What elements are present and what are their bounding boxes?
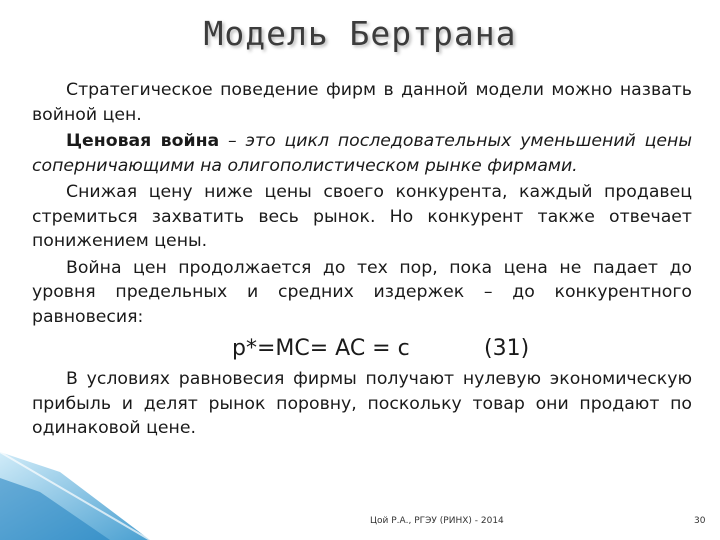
corner-wave-highlight [0, 478, 110, 540]
slide-body [32, 78, 692, 441]
formula-line [32, 331, 692, 367]
corner-wave-shape [0, 452, 150, 540]
definition-text: – это цикл последовательных уменьшений цены соперничающими на олигополистическом рынке фирмами. [32, 131, 692, 176]
footer-author: Цой Р.А., РГЭУ (РИНХ) - 2014 [370, 516, 504, 526]
paragraph-equilibrium: В условиях равновесия фирмы получают нулевую экономическую прибыль и делят рынок поровну, поскольку товар они продают по одинаковой цене. [32, 369, 692, 438]
paragraph-definition [32, 129, 692, 178]
defined-term: Ценовая война [66, 131, 220, 151]
equilibrium-formula: p*=MC= AC = c [232, 336, 410, 361]
page-number: 30 [694, 516, 706, 526]
corner-wave-line [0, 452, 150, 540]
paragraph-intro: Стратегическое поведение фирм в данной модели можно назвать войной цен. [32, 80, 692, 125]
paragraph-price-war: Война цен продолжается до тех пор, пока цена не падает до уровня предельных и средних издержек – до конкурентного равновесия: [32, 257, 692, 327]
paragraph-price-cut: Снижая цену ниже цены своего конкурента, каждый продавец стремиться захватить весь рынок. Но конкурент также отвечает понижением цены. [32, 182, 692, 251]
slide-title: Модель Бертрана [203, 14, 517, 53]
formula-number: (31) [484, 336, 530, 361]
